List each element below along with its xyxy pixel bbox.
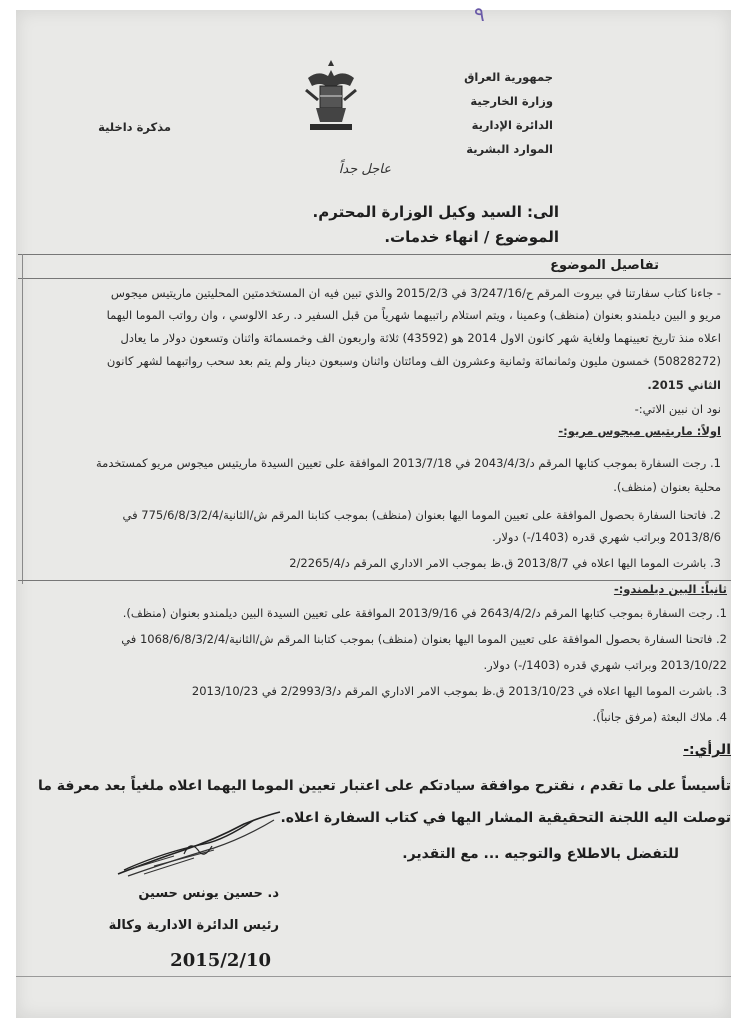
second-heading: ثانياً: البين ديلمندو:- [613, 582, 727, 596]
view-heading: الرأي:- [683, 742, 731, 758]
bottom-rule [16, 976, 731, 977]
body-line-2: مريو و البين ديلمندو بعنوان (منظف) وعمينا ، ويتم استلام راتبيهما شهرياً من قبل السفير د. رعد الالوسي ، وان رواتب الموما اليهما [106, 308, 721, 322]
addressee: الى: السيد وكيل الوزارة المحترم. [312, 203, 559, 221]
signatory-name: د. حسين يونس حسين [138, 886, 279, 901]
first-item-2a: 2. فاتحنا السفارة بحصول الموافقة على تعيين الموما اليها بعنوان (منظف) بموجب كتابنا المرقم ش/الثانية/775/6/8/3/2/4 في [122, 508, 721, 522]
document-sheet [16, 2, 731, 1018]
details-left-rule [22, 254, 23, 584]
details-heading-rule [18, 278, 731, 279]
first-item-2b: 2013/8/6 وبراتب شهري قدره (1403/-) دولار. [492, 530, 721, 544]
body-line-4: (50828272) خمسون مليون وثمانمائة وثمانية وعشرون الف ومائتان واثنان وسبعون دينار ولم يتم بعد سحب رواتبهما لشهر كانون [106, 354, 721, 368]
subject: الموضوع / انهاء خدمات. [384, 228, 559, 246]
memo-type: مذكرة داخلية [98, 120, 171, 134]
intro-text: نود ان نبين الاتي:- [634, 402, 721, 416]
body-line-1: - جاءنا كتاب سفارتنا في بيروت المرقم ح/3/247/16 في 2015/2/3 والذي تبين فيه ان المستخدمتين المحليتين ماريتيس ميجوس [110, 286, 721, 300]
body-line-5: الثاني 2015. [647, 378, 721, 392]
handwritten-urgent: عاجل جداً [338, 162, 391, 177]
signature-date: 2015/2/10 [170, 950, 271, 971]
iraq-emblem-icon [298, 56, 364, 134]
first-item-3: 3. باشرت الموما اليها اعلاه في 2013/8/7 ق.ظ بموجب الامر الاداري المرقم د/2/2265/4 [289, 556, 721, 570]
view-line-2: توصلت اليه اللجنة التحقيقية المشار اليها في كتاب السفارة اعلاه. [280, 810, 731, 826]
second-item-2b: 2013/10/22 وبراتب شهري قدره (1403/-) دولار. [483, 658, 727, 672]
header-department: الدائرة الإدارية [471, 118, 553, 132]
body-line-3: اعلاه منذ تاريخ تعيينهما ولغاية شهر كانون الاول 2014 هو (43592) ثلاثة واربعون الف وخمسمائة واثنان وتسعون دولار ما يعادل [120, 331, 721, 345]
handwritten-signature-icon [114, 810, 284, 880]
header-division: الموارد البشرية [466, 142, 553, 156]
details-heading: تفاصيل الموضوع [550, 258, 659, 273]
second-item-1: 1. رجت السفارة بموجب كتابها المرقم د/2643/4/2 في 2013/9/16 الموافقة على تعيين السيدة البين ديلمندو بعنوان (منظف). [122, 606, 727, 620]
page-number: ٩ [474, 2, 485, 26]
signatory-title: رئيس الدائرة الادارية وكالة [108, 918, 279, 933]
first-heading: اولاً: ماريتيس ميجوس مريو:- [558, 424, 721, 438]
first-item-1b: محلية بعنوان (منظف). [613, 480, 721, 494]
header-country: جمهورية العراق [464, 70, 553, 84]
first-item-1a: 1. رجت السفارة بموجب كتابها المرقم د/2043/4/3 في 2013/7/18 الموافقة على تعيين السيدة ماريتيس ميجوس مريو كمستخدمة [96, 456, 721, 470]
closing-line: للتفضل بالاطلاع والتوجيه ... مع التقدير. [402, 846, 679, 862]
second-item-4: 4. ملاك البعثة (مرفق جانباً). [592, 710, 727, 724]
second-item-3: 3. باشرت الموما اليها اعلاه في 2013/10/23 ق.ظ بموجب الامر الاداري المرقم د/2/2993/3 في 2013/10/23 [191, 684, 727, 698]
section-divider [18, 580, 731, 581]
second-item-2a: 2. فاتحنا السفارة بحصول الموافقة على تعيين الموما اليها بعنوان (منظف) بموجب كتابنا المرقم ش/الثانية/1068/6/8/3/2/4 في [121, 632, 727, 646]
view-line-1: تأسيساً على ما تقدم ، نقترح موافقة سيادتكم على اعتبار تعيين الموما اليهما اعلاه ملغياً بعد معرفة ما [37, 778, 731, 794]
header-ministry: وزارة الخارجية [470, 94, 553, 108]
details-top-rule [18, 254, 731, 255]
